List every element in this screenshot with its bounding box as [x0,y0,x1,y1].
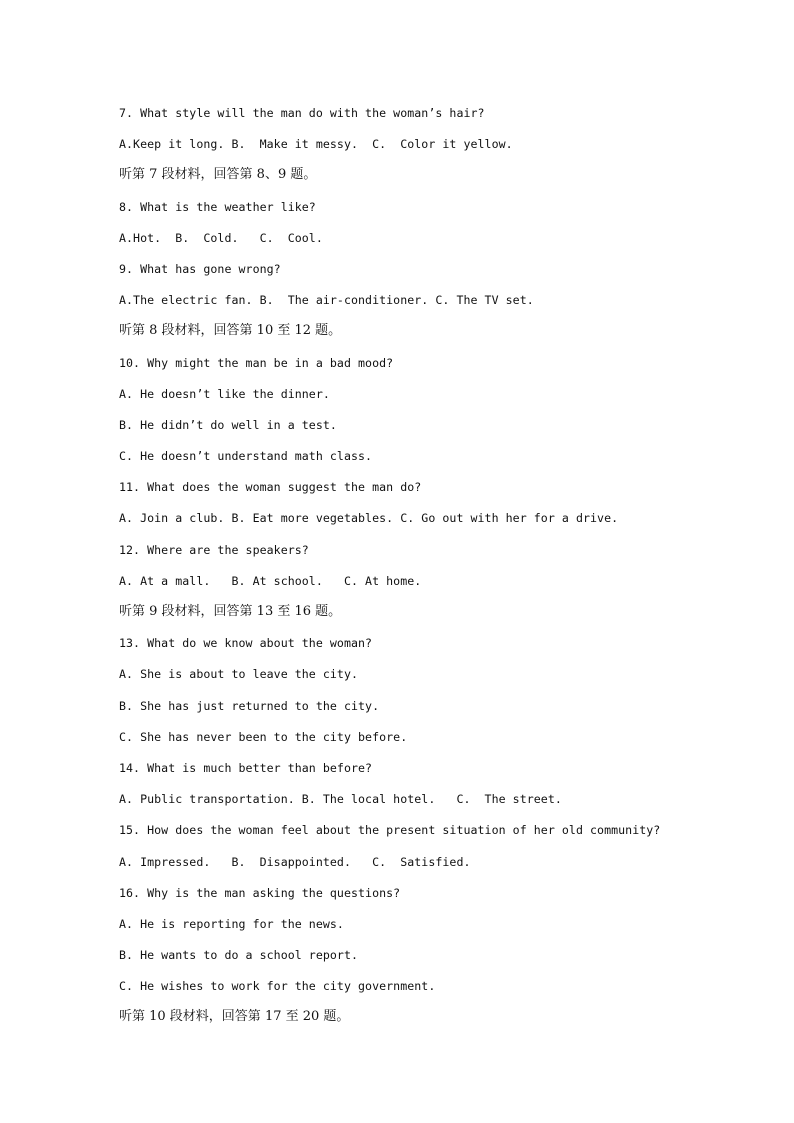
question-10-option-c: C. He doesn’t understand math class. [119,449,373,464]
section-instruction-7: 听第 7 段材料，回答第 8、9 题。 [119,167,317,183]
question-16-option-c: C. He wishes to work for the city government. [119,979,436,994]
question-10-option-b: B. He didn’t do well in a test. [119,417,337,432]
question-16-option-a: A. He is reporting for the news. [119,916,344,931]
question-16-option-b: B. He wants to do a school report. [119,948,359,963]
question-7-options: A.Keep it long. B. Make it messy. C. Color it yellow. [119,137,513,152]
question-9-options: A.The electric fan. B. The air-conditioner. C. The TV set. [119,293,534,308]
question-15-options: A. Impressed. B. Disappointed. C. Satisfied. [119,854,471,869]
section-instruction-8: 听第 8 段材料，回答第 10 至 12 题。 [119,323,342,339]
question-13-option-c: C. She has never been to the city before. [119,729,408,744]
question-11: 11. What does the woman suggest the man do? [119,480,422,495]
question-13: 13. What do we know about the woman? [119,636,373,651]
question-15: 15. How does the woman feel about the present situation of her old community? [119,823,661,838]
question-12-options: A. At a mall. B. At school. C. At home. [119,573,422,588]
question-13-option-b: B. She has just returned to the city. [119,698,380,713]
question-7: 7. What style will the man do with the woman’s hair? [119,106,485,120]
question-8: 8. What is the weather like? [119,199,316,214]
section-instruction-10: 听第 10 段材料，回答第 17 至 20 题。 [119,1009,350,1025]
question-9: 9. What has gone wrong? [119,261,281,276]
question-14-options: A. Public transportation. B. The local hotel. C. The street. [119,792,562,807]
question-13-option-a: A. She is about to leave the city. [119,667,359,682]
question-11-options: A. Join a club. B. Eat more vegetables. C. Go out with her for a drive. [119,511,619,526]
question-8-options: A.Hot. B. Cold. C. Cool. [119,230,323,245]
question-16: 16. Why is the man asking the questions? [119,885,401,900]
question-14: 14. What is much better than before? [119,760,373,775]
question-10-option-a: A. He doesn’t like the dinner. [119,386,330,401]
question-10: 10. Why might the man be in a bad mood? [119,355,394,370]
question-12: 12. Where are the speakers? [119,542,309,557]
section-instruction-9: 听第 9 段材料，回答第 13 至 16 题。 [119,604,342,619]
question-list [119,103,759,1039]
